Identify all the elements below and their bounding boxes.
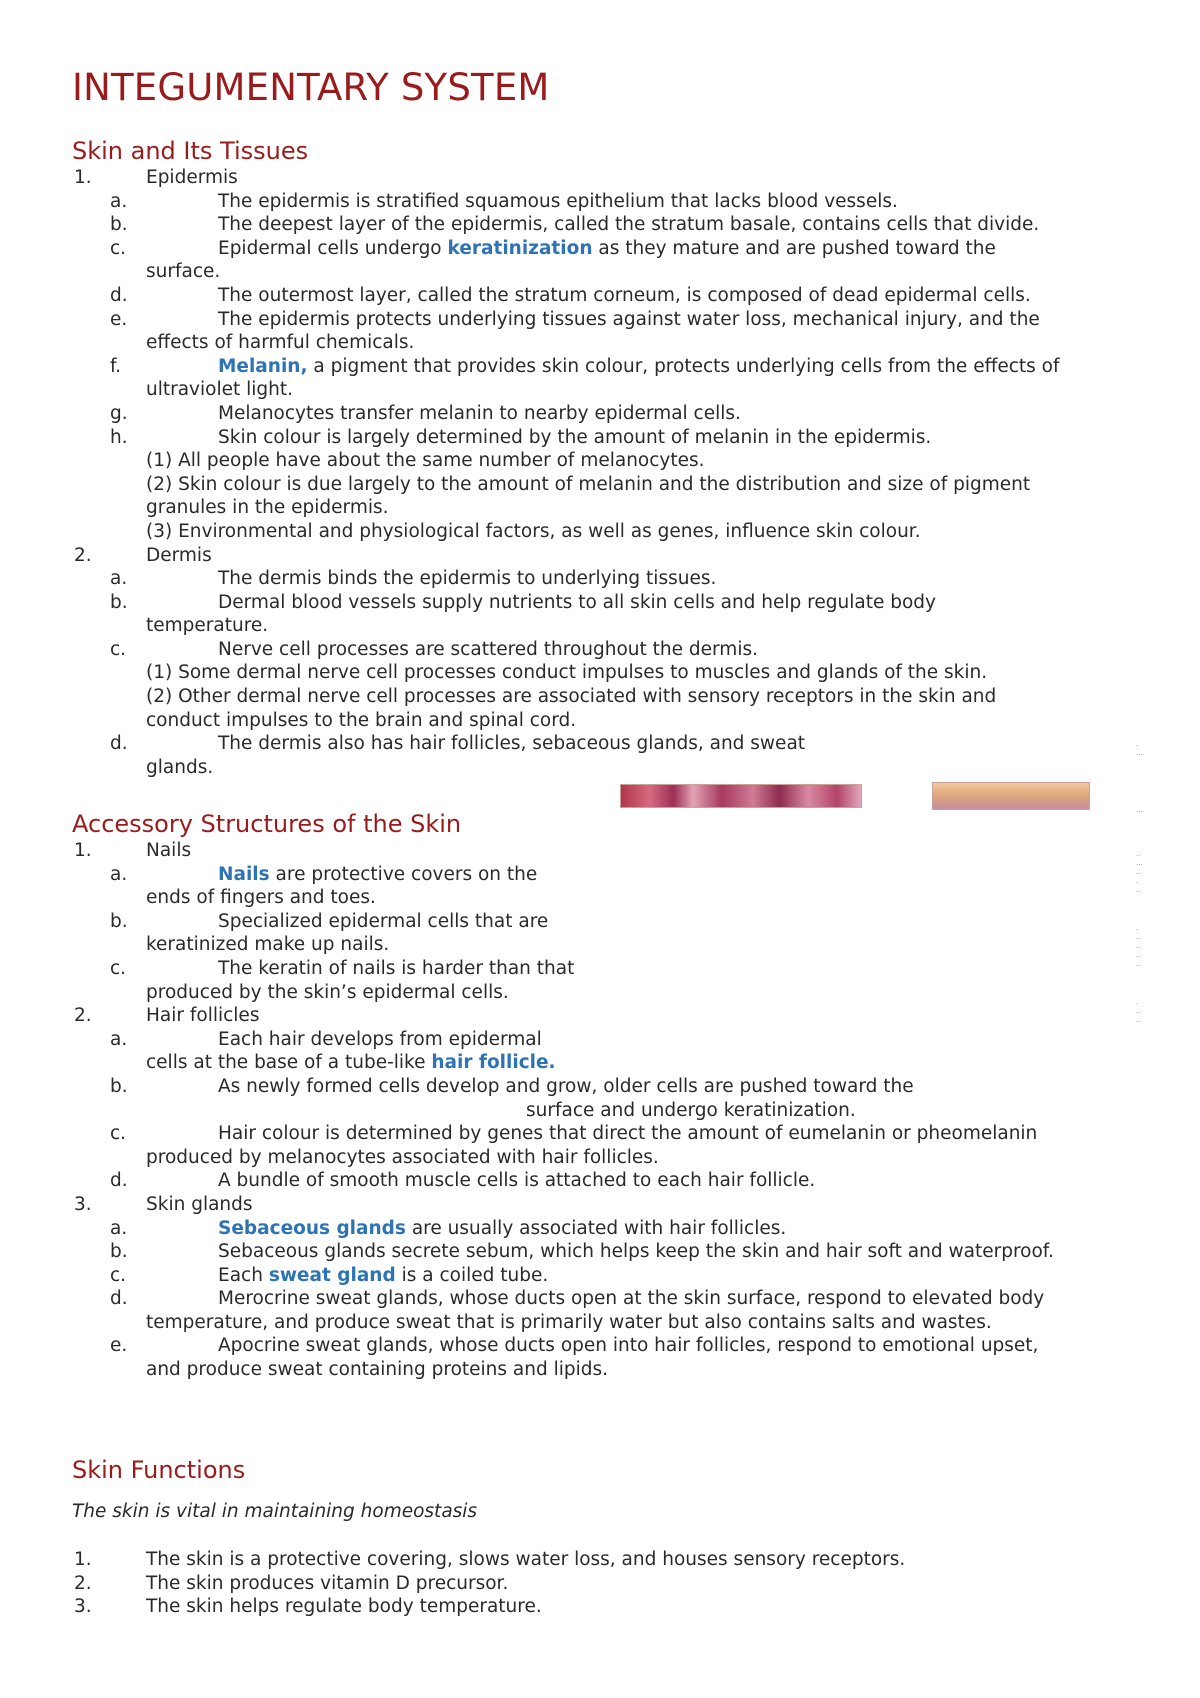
clipped-figure-label: ·· ··· ·· · ·· [1136,852,1143,896]
list-item: b. Dermal blood vessels supply nutrients to all skin cells and help regulate body temperature. [110,591,936,637]
skin-tissue-micrograph-image [620,784,862,808]
keyword-sweat-gland: sweat gland [268,1264,396,1286]
keyword-sebaceous-glands: Sebaceous glands [218,1217,406,1239]
list-item: a. Nails are protective covers on the ends of fingers and toes. [110,863,538,909]
clipped-figure-label: · ·· ·· [1136,1000,1141,1026]
list-item: (1) All people have about the same number of melanocytes. [146,450,705,472]
list-item: 1. Epidermis [74,167,238,188]
list-item: c. Hair colour is determined by genes that direct the amount of eumelanin or pheomelanin produced by melanocytes associated with hair follicles. [110,1123,1038,1168]
list-item: a. Each hair develops from epidermal cells at the base of a tube-like hair follicle. [110,1028,556,1074]
list-item: c. Each sweat gland is a coiled tube. [110,1264,549,1286]
list-item: b. Sebaceous glands secrete sebum, which helps keep the skin and hair soft and waterproof. [110,1241,1054,1263]
list-item: g. Melanocytes transfer melanin to nearby epidermal cells. [110,402,741,424]
list-item: h. Skin colour is largely determined by the amount of melanin in the epidermis. [110,426,932,448]
list-item: e. Apocrine sweat glands, whose ducts open into hair follicles, respond to emotional upset, and produce sweat containing proteins and lipids. [110,1335,1039,1381]
list-item: b. As newly formed cells develop and grow, older cells are pushed toward thesurface and undergo keratinization. [110,1075,914,1121]
keyword-keratinization: keratinization [447,237,593,259]
keyword-nails: Nails [218,863,270,885]
clipped-figure-label: · ·· ·· ·· ·· [1136,926,1141,970]
list-item: 2. Dermis [74,544,212,566]
list-item: b. Specialized epidermal cells that are keratinized make up nails. [110,910,549,956]
list-item: d. Merocrine sweat glands, whose ducts open at the skin surface, respond to elevated body temperature, and produce sweat that is primarily water but also contains salts and wastes. [110,1288,1045,1333]
list-item: 3. Skin glands [74,1193,253,1215]
list-item: a. The epidermis is stratified squamous epithelium that lacks blood vessels. [110,190,898,212]
section-heading-accessory-structures: Accessory Structures of the Skin [72,810,462,838]
list-item: d. The dermis also has hair follicles, sebaceous glands, and sweat glands. [110,733,806,778]
list-item: b. The deepest layer of the epidermis, called the stratum basale, contains cells that divide. [110,214,1040,236]
list-item: c. Epidermal cells undergo keratinization as they mature and are pushed toward the surface. [110,237,996,283]
page-title: INTEGUMENTARY SYSTEM [72,66,550,109]
list-item: (3) Environmental and physiological factors, as well as genes, influence skin colour. [146,520,921,542]
list-item: a. Sebaceous glands are usually associated with hair follicles. [110,1217,787,1239]
list-item: c. Nerve cell processes are scattered throughout the dermis. [110,638,758,660]
keyword-melanin: Melanin, [218,355,308,377]
list-item: 2. The skin produces vitamin D precursor. [74,1572,509,1594]
list-item: f. Melanin, a pigment that provides skin colour, protects underlying cells from the effects of ultraviolet light. [110,355,1060,401]
clipped-figure-label: · ···· [1136,742,1145,759]
list-item: c. The keratin of nails is harder than that produced by the skin’s epidermal cells. [110,957,575,1003]
list-item: d. The outermost layer, called the stratum corneum, is composed of dead epidermal cells. [110,284,1031,306]
list-item: 1. Nails [74,840,192,861]
list-item: e. The epidermis protects underlying tissues against water loss, mechanical injury, and the effects of harmful chemicals. [110,308,1040,354]
list-item: 3. The skin helps regulate body temperature. [74,1596,542,1618]
clipped-figure-label: ···· [1136,808,1145,816]
skin-layer-illustration-image [932,782,1090,810]
list-item: (2) Other dermal nerve cell processes are associated with sensory receptors in the skin and conduct impulses to the brain and spinal cord. [146,686,997,731]
keyword-hair-follicle: hair follicle. [431,1052,556,1074]
list-item: d. A bundle of smooth muscle cells is attached to each hair follicle. [110,1170,816,1192]
list-item: a. The dermis binds the epidermis to underlying tissues. [110,568,717,590]
accessory-structures-list [0,839,1200,1382]
list-item: 2. Hair follicles [74,1005,260,1027]
section-intro: The skin is vital in maintaining homeostasis [72,1501,478,1522]
list-item: (1) Some dermal nerve cell processes conduct impulses to muscles and glands of the skin. [146,662,988,684]
skin-tissues-list [0,166,1200,779]
section-heading-skin-tissues: Skin and Its Tissues [72,137,309,165]
skin-functions-list [0,1548,1200,1619]
section-heading-skin-functions: Skin Functions [72,1456,246,1484]
list-item: 1. The skin is a protective covering, slows water loss, and houses sensory receptors. [74,1549,906,1570]
list-item: (2) Skin colour is due largely to the amount of melanin and the distribution and size of pigment granules in the epidermis. [146,473,1031,519]
